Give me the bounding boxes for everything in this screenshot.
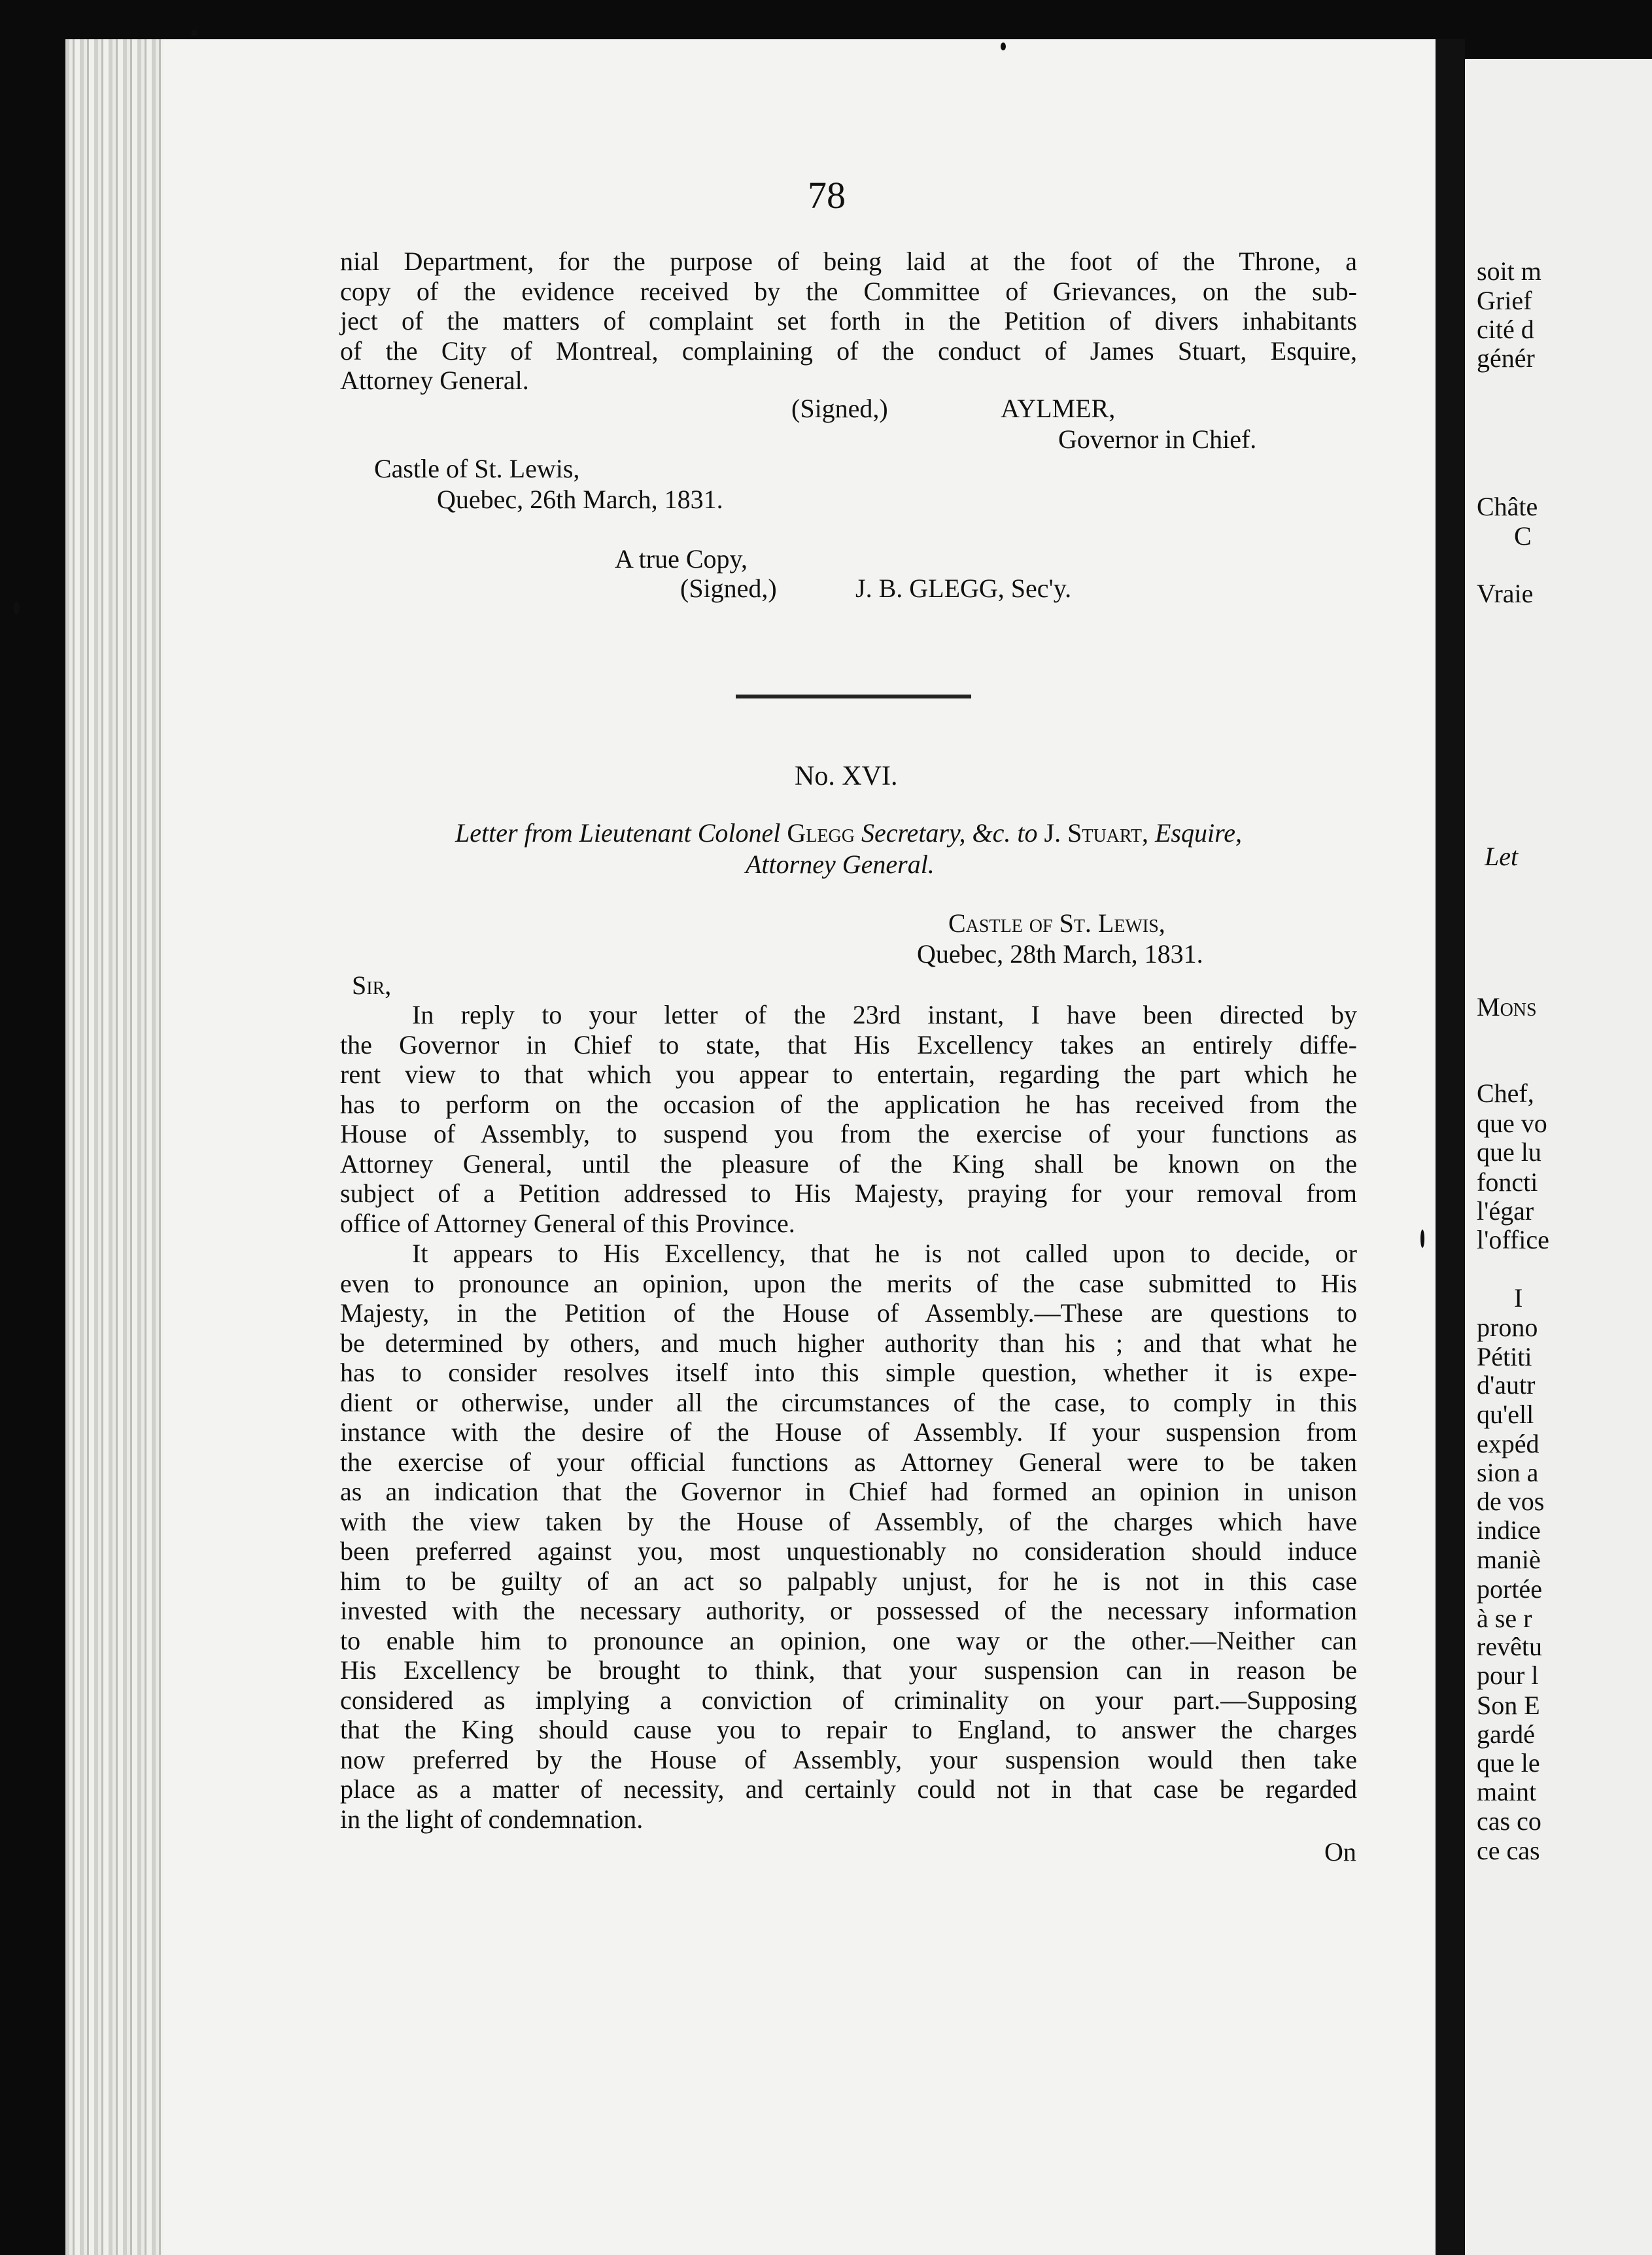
signed-label: (Signed,) [791,394,888,423]
catchword: On [1324,1837,1356,1867]
speck [13,602,20,615]
facing-page-fragment: cas co [1477,1806,1541,1836]
text-line: has to consider resolves itself into this simple question, whether it is expe- [340,1358,1357,1387]
facing-page-fragment: prono [1477,1313,1538,1342]
facing-page-fragment: Grief [1477,286,1532,315]
facing-page-fragment: que lu [1477,1137,1541,1167]
text-line: place as a matter of necessity, and certainly could not in that case be regarded [340,1774,1357,1804]
text-line: Attorney General, until the pleasure of the King shall be known on the [340,1148,1357,1179]
facing-page-fragment: portée [1477,1574,1542,1604]
section-rule [736,695,971,698]
text-line: has to perform on the occasion of the application he has received from the [340,1089,1357,1119]
facing-page-fragment: indice [1477,1515,1541,1545]
facing-page-fragment: Châte [1477,492,1538,521]
text-line: the exercise of your official functions as Attorney General were to be taken [340,1447,1357,1477]
text-line: In reply to your letter of the 23rd instant, I have been directed by [412,1000,1357,1029]
text-line: House of Assembly, to suspend you from the exercise of your functions as [340,1119,1357,1148]
facing-page-fragment: foncti [1477,1167,1538,1197]
true-copy-label: A true Copy, [615,544,748,574]
facing-page-fragment: gardé [1477,1719,1535,1749]
signatory-title: Governor in Chief. [1058,424,1257,454]
facing-page-fragment: maniè [1477,1545,1541,1574]
facing-page [1465,59,1652,2255]
facing-page-fragment: à se r [1477,1604,1532,1633]
location-date: Quebec, 26th March, 1831. [437,485,723,514]
text-line: subject of a Petition addressed to His Majesty, praying for your removal from [340,1179,1357,1208]
text-line: be determined by others, and much higher authority than his ; and that what he [340,1328,1357,1358]
facing-page-fragment: expéd [1477,1429,1540,1458]
text-line: with the view taken by the House of Assembly, of the charges which have [340,1506,1357,1536]
location-place: Castle of St. Lewis, [374,454,580,483]
title-part-c: Secretary, &c. to [861,818,1038,848]
facing-page-fragment: pour l [1477,1661,1539,1690]
speck [1420,1230,1424,1248]
facing-page-fragment: Son E [1477,1691,1540,1720]
facing-page-fragment: l'office [1477,1225,1549,1254]
text-line: copy of the evidence received by the Committee of Grievances, on the sub- [340,276,1357,306]
section-title [340,818,1357,848]
text-line: him to be guilty of an act so palpably unjust, for he is not in this case [340,1566,1357,1596]
facing-page-fragment: Vraie [1477,579,1534,608]
page-number: 78 [808,174,846,216]
facing-page-fragment: maint [1477,1777,1537,1806]
text-line: even to pronounce an opinion, upon the merits of the case submitted to His [340,1268,1357,1298]
text-line: considered as implying a conviction of criminality on your part.—Supposing [340,1685,1357,1715]
title-part-d: J. Stuart, [1044,818,1148,848]
facing-page-fragment: d'autr [1477,1370,1536,1400]
text-line: instance with the desire of the House of Assembly. If your suspension from [340,1417,1357,1447]
facing-page-fragment: de vos [1477,1487,1545,1516]
facing-page-fragment: ce cas [1477,1836,1540,1865]
salutation: Sir, [352,971,392,1000]
text-line: His Excellency be brought to think, that your suspension can in reason be [340,1655,1357,1685]
section-title-line2: Attorney General. [746,850,935,879]
text-line: office of Attorney General of this Province. [340,1208,795,1238]
text-line: to enable him to pronounce an opinion, one way or the other.—Neither can [340,1625,1357,1655]
facing-page-fragment: Mons [1477,992,1537,1022]
facing-page-fragment: C [1514,521,1532,551]
page-divider [1436,39,1465,2255]
facing-page-fragment: que vo [1477,1109,1547,1138]
text-line: of the City of Montreal, complaining of the conduct of James Stuart, Esquire, [340,336,1357,366]
text-line: nial Department, for the purpose of being laid at the foot of the Throne, a [340,247,1357,276]
facing-page-fragment: qu'ell [1477,1400,1534,1429]
text-line: the Governor in Chief to state, that His Excellency takes an entirely diffe- [340,1029,1357,1059]
text-line: invested with the necessary authority, or possessed of the necessary information [340,1596,1357,1625]
speck [1001,43,1006,50]
text-line: rent view to that which you appear to entertain, regarding the part which he [340,1059,1357,1089]
facing-page-fragment: revêtu [1477,1632,1542,1661]
binding-gutter [65,39,163,2255]
text-line: been preferred against you, most unquestionably no consideration should induce [340,1536,1357,1566]
facing-page-fragment: cité d [1477,315,1534,344]
facing-page-fragment: Let [1485,842,1519,871]
facing-page-fragment: Pétiti [1477,1342,1532,1371]
text-line: dient or otherwise, under all the circumstances of the case, to comply in this [340,1387,1357,1417]
text-line: ject of the matters of complaint set forth in the Petition of divers inhabitants [340,306,1357,336]
text-line: in the light of condemnation. [340,1804,644,1834]
letter-address-date: Quebec, 28th March, 1831. [917,939,1203,969]
title-part-a: Letter from Lieutenant Colonel [455,818,781,848]
true-copy-name: J. B. GLEGG, Sec'y. [855,574,1072,603]
text-line: that the King should cause you to repair to England, to answer the charges [340,1715,1357,1744]
facing-page-fragment: génér [1477,343,1535,373]
section-number: No. XVI. [795,761,898,791]
facing-page-fragment: l'égar [1477,1196,1534,1226]
facing-page-fragment: soit m [1477,256,1541,286]
facing-page-fragment: Chef, [1477,1078,1534,1108]
text-line: Attorney General. [340,366,529,395]
text-line: It appears to His Excellency, that he is not called upon to decide, or [412,1239,1357,1268]
letter-address-place: Castle of St. Lewis, [948,908,1165,938]
title-part-e: Esquire, [1155,818,1242,848]
facing-page-fragment: sion a [1477,1458,1539,1487]
text-line: as an indication that the Governor in Chief had formed an opinion in unison [340,1477,1357,1506]
signatory-name: AYLMER, [1001,394,1116,423]
facing-page-fragment: I [1514,1283,1523,1313]
text-line: Majesty, in the Petition of the House of Assembly.—These are questions to [340,1298,1357,1328]
facing-page-fragment: que le [1477,1748,1540,1778]
true-copy-signed: (Signed,) [680,574,777,603]
text-line: now preferred by the House of Assembly, your suspension would then take [340,1744,1357,1774]
title-part-b: Glegg [787,818,855,848]
speck [191,29,198,36]
